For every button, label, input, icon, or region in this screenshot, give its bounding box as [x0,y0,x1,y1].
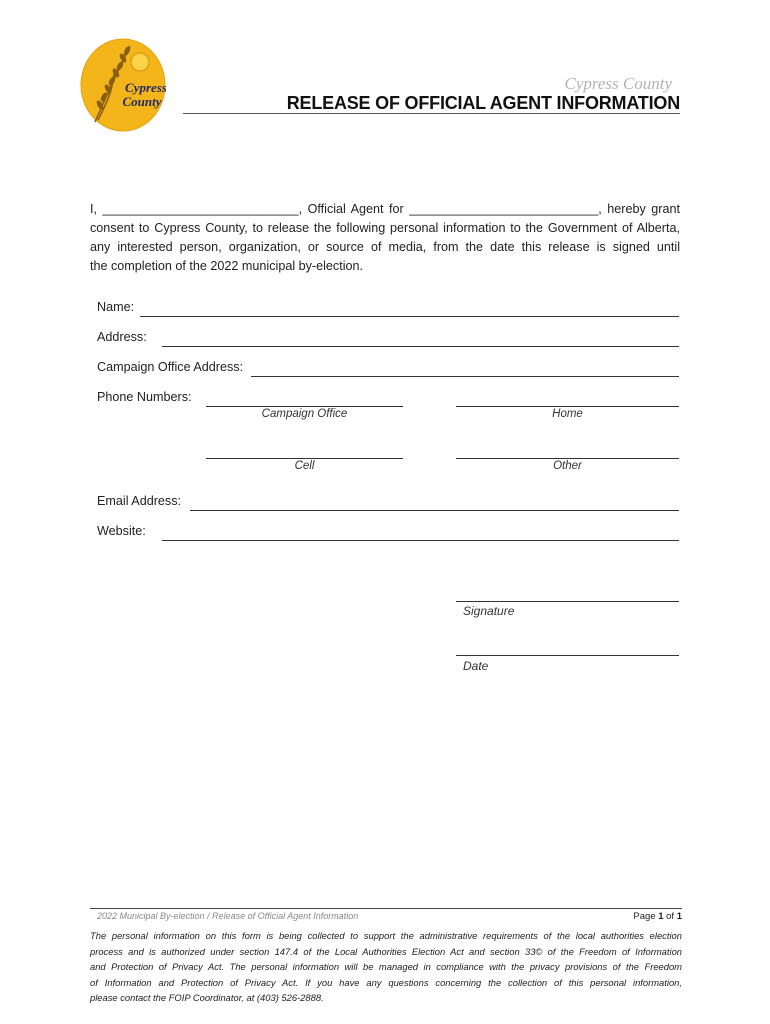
phone-cell-field[interactable] [206,458,403,459]
svg-text:Cypress: Cypress [125,80,166,95]
email-field[interactable] [190,510,679,511]
notice-line: please contact the FOIP Coordinator, at (403) 526-2888. [90,992,324,1003]
notice-line: of Information and Protection of Privacy Act. If you have any questions concerning the collection of this personal information, [90,976,682,988]
phone-other-field[interactable] [456,458,679,459]
notice-line: process and is authorized under section 147.4 of the Local Authorities Election Act and section 33© of the Freedom of Information [90,945,682,957]
website-label: Website: [97,524,146,538]
consent-line: I, ____________________________, Official Agent for ___________________________, hereby grant [90,202,680,216]
phone-home-field[interactable] [456,406,679,407]
name-label: Name: [97,300,135,314]
email-label: Email Address: [97,494,181,508]
notice-line: The personal information on this form is being collected to support the administrative requirements of the local authorities election [90,930,682,941]
date-caption: Date [463,659,489,673]
phone-other-caption: Other [553,460,582,472]
phone-campaign-office-field[interactable] [206,406,403,407]
name-field[interactable] [140,316,679,317]
page-number [600,911,682,922]
page-current: 1 [658,911,664,922]
website-field[interactable] [162,540,679,541]
signature-field[interactable] [456,601,679,602]
phone-home-caption: Home [552,408,583,420]
svg-text:County: County [122,94,162,109]
page-title: RELEASE OF OFFICIAL AGENT INFORMATION [286,93,680,113]
page-of: of [666,911,675,922]
address-field[interactable] [162,346,679,347]
footer-form-name: 2022 Municipal By-election / Release of Official Agent Information [97,911,359,921]
page-total: 1 [676,911,682,922]
county-name: Cypress County [564,74,672,93]
phone-cell-caption: Cell [294,460,315,472]
cypress-county-logo [80,38,166,132]
footer-divider [90,908,682,909]
logo-emblem-icon [80,38,166,132]
notice-line: and Protection of Privacy Act. The personal information will be managed in compliance with the privacy provisions of the Freedom [90,961,682,972]
phone-campaign-office-caption: Campaign Office [261,408,348,420]
campaign-office-address-field[interactable] [251,376,679,377]
phone-numbers-label: Phone Numbers: [97,390,192,404]
campaign-office-address-label: Campaign Office Address: [97,360,244,374]
signature-caption: Signature [463,604,515,618]
consent-paragraph [90,200,680,276]
consent-line: consent to Cypress County, to release the following personal information to the Government of Alberta, [90,221,680,235]
consent-line: the completion of the 2022 municipal by-election. [90,259,364,273]
consent-line: any interested person, organization, or source of media, from the date this release is signed until [90,240,680,254]
foip-notice [90,928,682,1006]
page-word: Page [633,911,656,922]
date-field[interactable] [456,655,679,656]
address-label: Address: [97,330,147,344]
title-divider [183,113,680,114]
